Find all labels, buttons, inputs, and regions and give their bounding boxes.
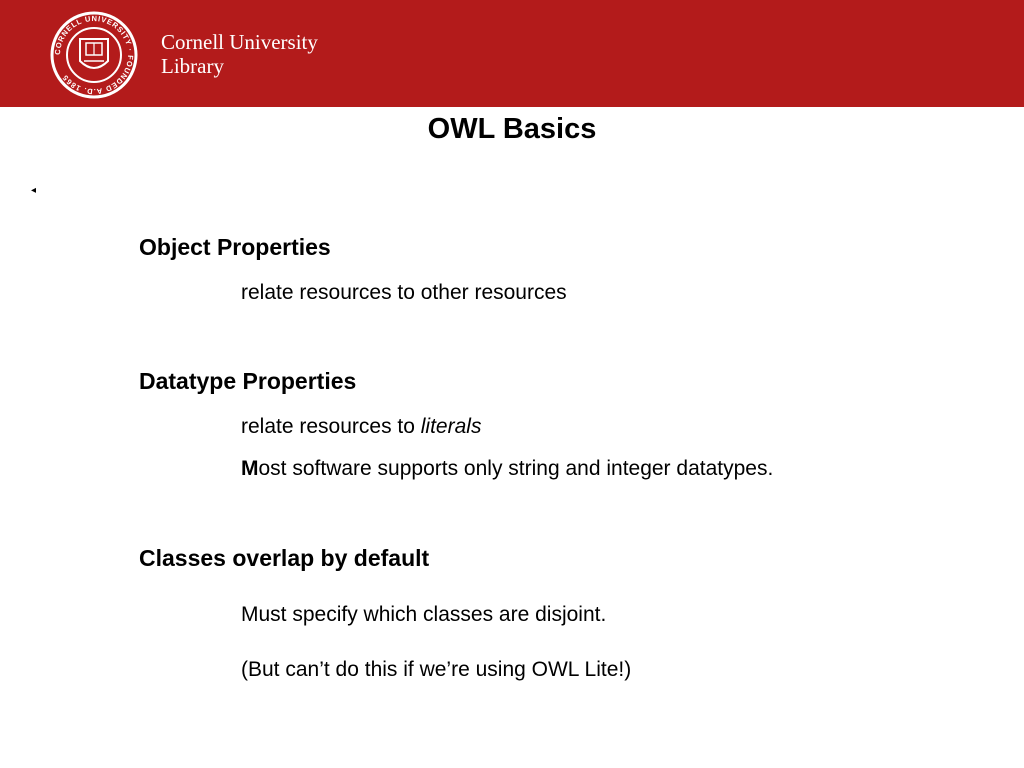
datatype-properties-text bbox=[241, 414, 481, 440]
cornell-seal-logo bbox=[48, 11, 140, 99]
datatype-support-note bbox=[241, 456, 773, 482]
brand-name: Cornell University bbox=[161, 30, 318, 54]
bullet-marker-icon: ◂ bbox=[31, 185, 37, 196]
object-properties-text: relate resources to other resources bbox=[241, 281, 567, 304]
heading-object-properties: Object Properties bbox=[139, 234, 331, 260]
slide-title: OWL Basics bbox=[427, 113, 597, 145]
heading-datatype-properties: Datatype Properties bbox=[139, 368, 357, 394]
disjoint-text: Must specify which classes are disjoint. bbox=[241, 603, 607, 626]
svg-text:CORNELL UNIVERSITY · FOUNDED A: CORNELL UNIVERSITY · FOUNDED A.D. 1865 bbox=[52, 13, 136, 97]
literals-emphasis: literals bbox=[420, 415, 482, 438]
datatype-text-prefix: relate resources to bbox=[241, 415, 421, 438]
note-initial: M bbox=[241, 457, 259, 480]
header-banner bbox=[0, 0, 1024, 107]
brand-subname: Library bbox=[161, 54, 224, 78]
heading-classes-overlap: Classes overlap by default bbox=[139, 545, 430, 571]
owl-lite-note: (But can’t do this if we’re using OWL Lite!) bbox=[241, 658, 632, 681]
note-rest: ost software supports only string and integer datatypes. bbox=[258, 457, 774, 480]
